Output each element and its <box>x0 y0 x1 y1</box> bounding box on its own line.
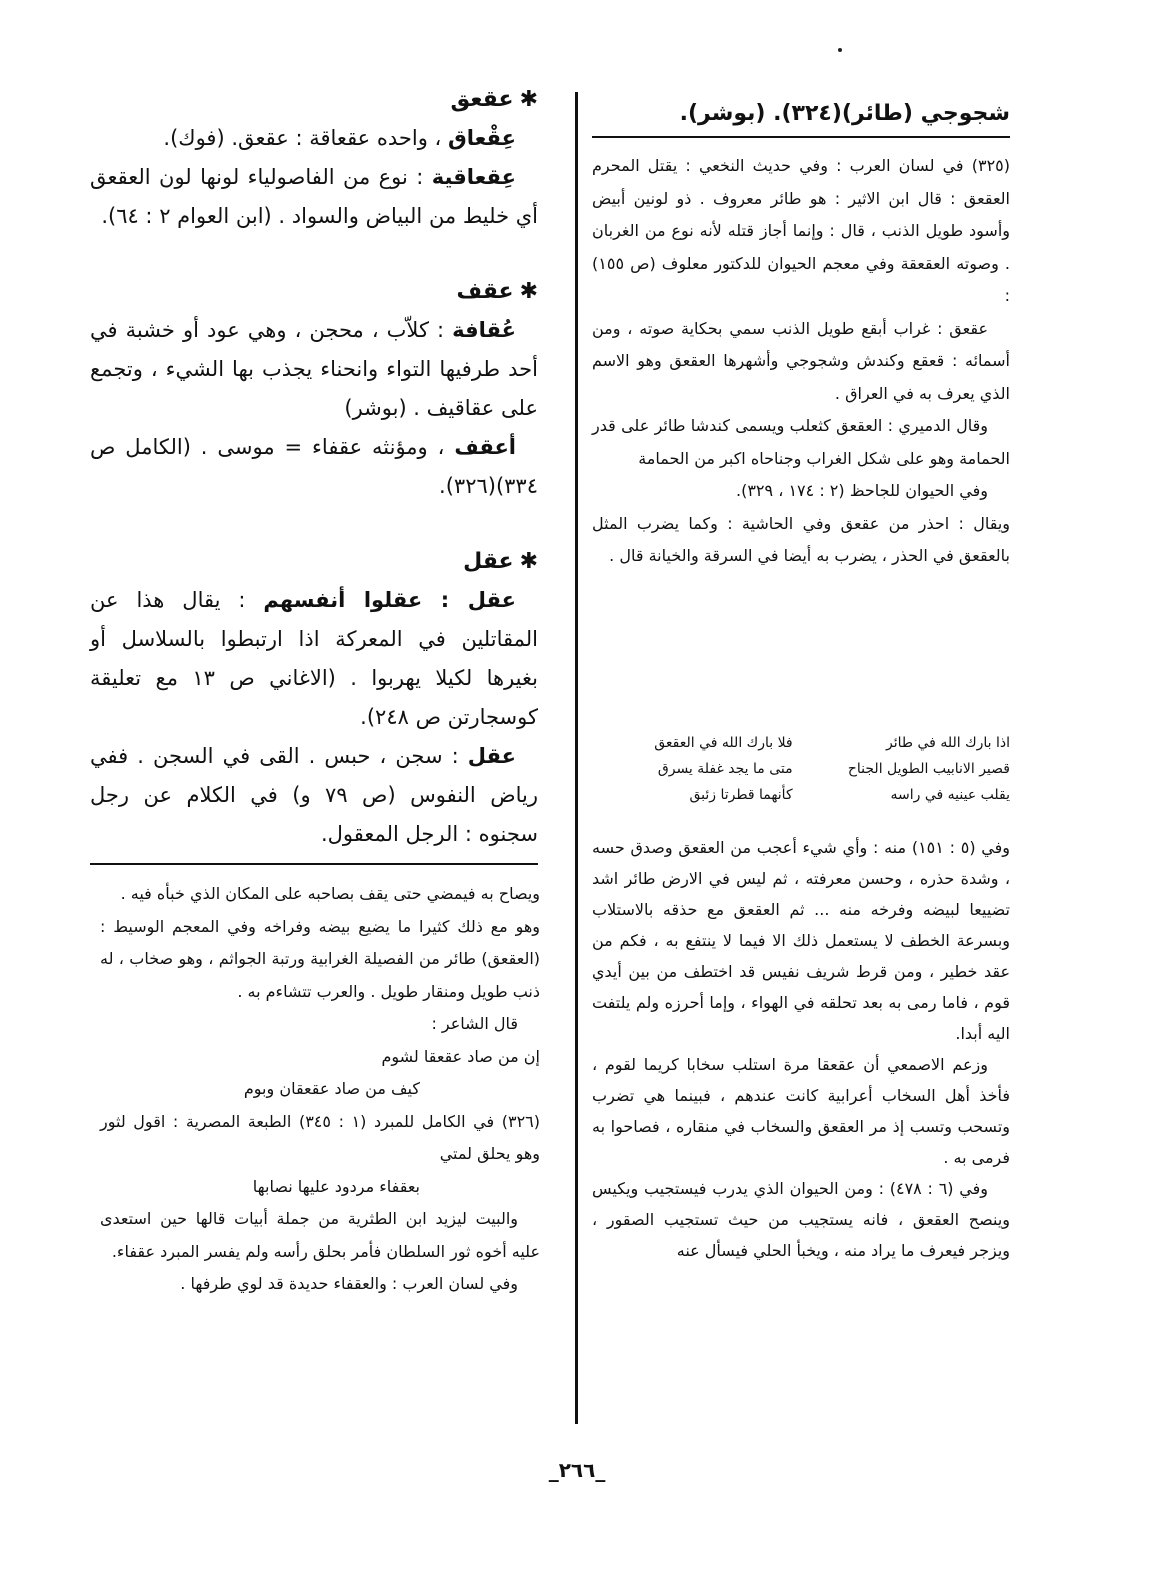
entry-aqaq <box>90 80 538 236</box>
left-entries <box>90 80 538 854</box>
bullet-star-icon: ✱ <box>519 549 538 574</box>
footnote-paragraph: وفي (٥ : ١٥١) منه : وأي شيء أعجب من العقعق وصدق حسه ، وشدة حذره ، وحسن معرفته ، ثم ليس في الارض طائر اشد تضييعا لبيضه وفرخه منه ... ثم العقعق مع حذقه بالاستلاب وبسرعة الخطف لا يستعمل ذلك الا فيما لا ينتفع به ، فكم من عقد خطير ، ومن قرط شريف نفيس قد اختطف من بين أيدي قوم ، فاما رمى به بعد تحلقه في الهواء ، وإما أحرزه ولم يلتفت اليه أبدا. <box>592 838 1011 1043</box>
ink-dot <box>838 48 842 52</box>
footnote-paragraph: والبيت ليزيد ابن الطثرية من جملة أبيات قالها حين استعدى عليه أخوه ثور السلطان فأمر بحلق رأسه ولم يفسر المبرد عقفاء. <box>100 1209 540 1261</box>
footnote-paragraph: عقعق : غراب أبقع طويل الذنب سمي بحكاية صوته ، ومن أسمائه : قعقع وكندش وشجوجي وأشهرها العقعق وهو الاسم الذي يعرف به في العراق . <box>592 318 1010 403</box>
page-number: _٢٦٦_ <box>548 1458 606 1482</box>
entry-heading: ✱عقل <box>463 549 538 574</box>
poem-verse <box>592 756 1010 782</box>
entry-title: شجوجي (طائر)(٣٢٤). (بوشر). <box>679 101 1010 126</box>
footnote-paragraph: قال الشاعر : <box>431 1014 518 1033</box>
entry-aqal <box>90 542 538 854</box>
right-continuation <box>592 832 1010 1266</box>
right-entry <box>592 96 1010 132</box>
bullet-star-icon: ✱ <box>519 279 538 304</box>
entry-aqaf <box>90 272 538 506</box>
left-footnotes <box>100 878 540 1301</box>
entry-heading: ✱عقعق <box>450 87 538 112</box>
bullet-star-icon: ✱ <box>519 87 538 112</box>
footnote-paragraph: وقال الدميري : العقعق كثعلب ويسمى كندشا طائر على قدر الحمامة وهو على شكل الغراب وجناحاه اكبر من الحمامة <box>592 416 1010 468</box>
footnote-paragraph: ويصاح به فيمضي حتى يقف بصاحبه على المكان الذي خبأه فيه . <box>120 884 540 903</box>
column-divider <box>575 92 578 1424</box>
entry-heading: ✱عقف <box>456 279 538 304</box>
entry-line: أعقف ، ومؤنثه عقفاء = موسى . (الكامل ص ٣٣٤)(٣٢٦). <box>90 435 538 498</box>
footnote-paragraph: ويقال : احذر من عقعق وفي الحاشية : وكما يضرب المثل بالعقعق في الحذر ، يضرب به أيضا في السرقة والخيانة قال . <box>592 513 1010 565</box>
footnote-325: (٣٢٥) في لسان العرب : وفي حديث النخعي : يقتل المحرم العقعق : قال ابن الاثير : هو طائر معروف . ذو لونين أبيض وأسود طويل الذنب ، قال : وإنما أجاز قتله لأنه نوع من الغربان . وصوته العقعقة وفي معجم الحيوان للدكتور معلوف (ص ١٥٥) : <box>592 156 1010 305</box>
hemistich: كأنهما قطرتا زئبق <box>689 787 793 803</box>
verse-line: إن من صاد عقعقا لشوم <box>381 1046 540 1066</box>
hemistich: متى ما يجد غفلة يسرق <box>657 761 793 777</box>
entry-line: عُقافة : كلاّب ، محجن ، وهي عود أو خشبة في أحد طرفيها التواء وانحناء يجذب بها الشيء ، وتجمع على عقاقيف . (بوشر) <box>90 318 538 420</box>
verse-line: كيف من صاد عقعقان وبوم <box>243 1079 420 1098</box>
hemistich: اذا بارك الله في طائر <box>886 735 1010 751</box>
hemistich: يقلب عينيه في راسه <box>890 787 1010 803</box>
footnote-paragraph: وزعم الاصمعي أن عقعقا مرة استلب سخابا كريما لقوم ، فأخذ أهل السخاب أعرابية كانت عندهم ، فبينما هي تضرب وتسحب وتسب إذ مر العقعق والسخاب في منقاره ، فصاحوا به فرمى به . <box>592 1055 1010 1167</box>
verse-line: بعقفاء مردود عليها نصابها <box>252 1176 420 1196</box>
entry-line: عِقعاقية : نوع من الفاصولياء لونها لون العقعق أي خليط من البياض والسواد . (ابن العوام ٢ : ٦٤). <box>90 165 538 228</box>
poem-verse <box>592 730 1010 756</box>
footnote-paragraph: وهو مع ذلك كثيرا ما يضيع بيضه وفراخه وفي المعجم الوسيط : (العقعق) طائر من الفصيلة الغرابية ورتبة الجواثم ، وهو صخاب ، له ذنب طويل ومنقار طويل . والعرب تتشاءم به . <box>100 916 540 1001</box>
footnote-326: (٣٢٦) في الكامل للمبرد (١ : ٣٤٥) الطبعة المصرية : اقول لثور وهو يحلق لمتي <box>100 1111 540 1163</box>
poem <box>592 730 1010 808</box>
poem-verse <box>592 782 1010 808</box>
entry-line: عقل : عقلوا أنفسهم : يقال هذا عن المقاتلين في المعركة اذا ارتبطوا بالسلاسل أو بغيرها لكيلا يهربوا . (الاغاني ص ١٣ مع تعليقة كوسجارتن ص ٢٤٨). <box>90 588 538 729</box>
hemistich: فلا بارك الله في العقعق <box>654 735 793 751</box>
entry-line: عِقْعاق ، واحده عقعاقة : عقعق. (فوك). <box>163 126 516 150</box>
footnote-paragraph: وفي الحيوان للجاحظ (٢ : ١٧٤ ، ٣٢٩). <box>736 481 988 500</box>
footnote-paragraph: وفي (٦ : ٤٧٨) : ومن الحيوان الذي يدرب فيستجيب ويكيس وينصح العقعق ، فانه يستجيب من حيث تستجيب الصقور ، ويزجر فيعرف ما يراد منه ، ويخبأ الحلي فيسأل عنه <box>592 1179 1010 1260</box>
footnote-paragraph: وفي لسان العرب : والعقفاء حديدة قد لوي طرفها . <box>180 1274 518 1293</box>
entry-line: عقل : سجن ، حبس . القى في السجن . ففي رياض النفوس (ص ٧٩ و) في الكلام عن رجل سجنوه : الرجل المعقول. <box>90 744 538 846</box>
right-footnotes <box>592 150 1010 573</box>
footnote-rule <box>90 863 538 865</box>
hemistich: قصير الانابيب الطويل الجناح <box>847 761 1010 777</box>
right-column-rule <box>592 136 1010 138</box>
